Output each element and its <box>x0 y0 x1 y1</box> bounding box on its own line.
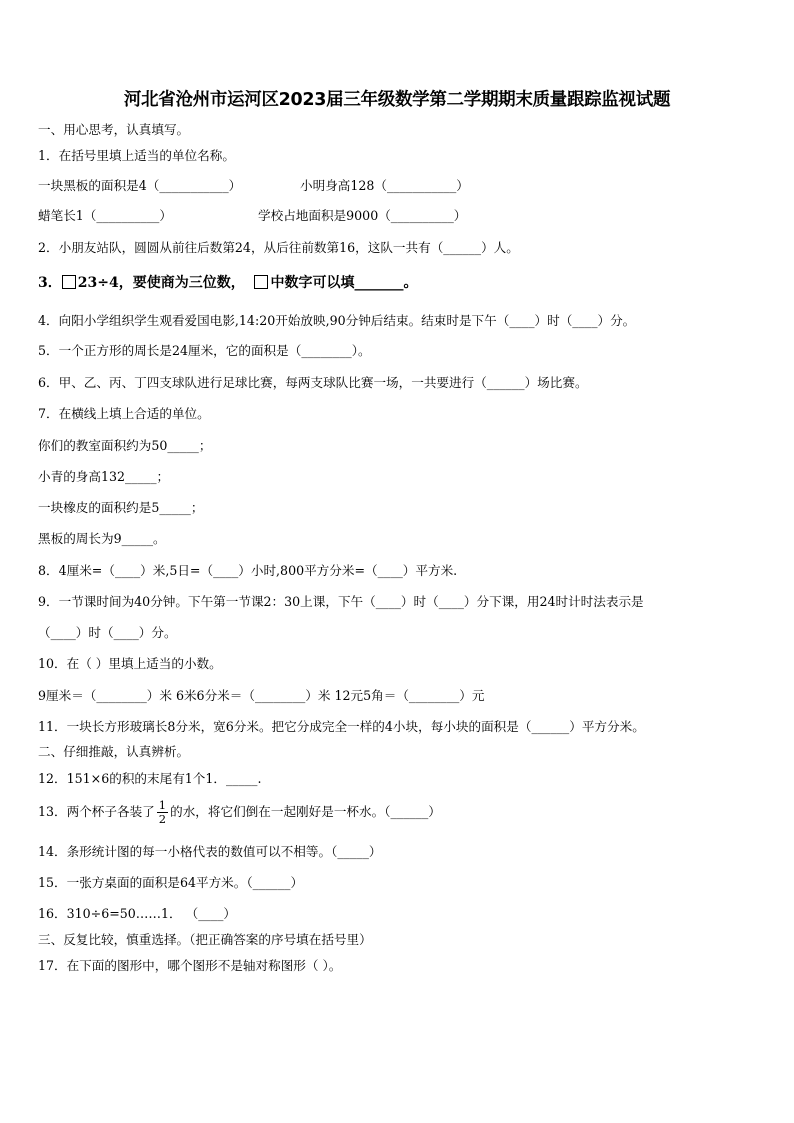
question-10a: 9厘米＝（________）米 6米6分米＝（________）米 12元5角＝（________）元 <box>38 688 485 703</box>
question-9a: 9．一节课时间为40分钟。下午第一节课2：30上课，下午（____）时（____）分下课，用24时计时法表示是 <box>38 594 644 609</box>
question-1a: 一块黑板的面积是4（___________） <box>38 178 242 193</box>
section-2-heading: 二、仔细推敲，认真辨析。 <box>38 744 190 759</box>
fraction-denominator: 2 <box>158 812 167 826</box>
question-3-number: 3． <box>38 275 62 291</box>
question-6: 6．甲、乙、丙、丁四支球队进行足球比赛，每两支球队比赛一场，一共要进行（______）场比赛。 <box>38 375 588 390</box>
question-1c: 蜡笔长1（__________） <box>38 208 172 223</box>
question-3-mid: 23÷4，要使商为三位数， <box>77 275 245 291</box>
page-title: 河北省沧州市运河区2023届三年级数学第二学期期末质量跟踪监视试题 <box>123 90 671 110</box>
question-11: 11．一块长方形玻璃长8分米，宽6分米。把它分成完全一样的4小块，每小块的面积是（______）平方分米。 <box>38 719 645 734</box>
question-3 <box>38 275 417 291</box>
question-2: 2．小朋友站队，圆圆从前往后数第24，从后往前数第16，这队一共有（______）人。 <box>38 240 519 255</box>
question-7: 7．在横线上填上合适的单位。 <box>38 406 210 421</box>
question-7d: 黑板的周长为9_____。 <box>38 531 166 546</box>
question-17: 17．在下面的图形中，哪个图形不是轴对称图形（ ）。 <box>38 958 342 973</box>
fraction-numerator: 1 <box>158 798 167 812</box>
question-13-post: 的水，将它们倒在一起刚好是一杯水。（______） <box>170 804 441 819</box>
question-14: 14．条形统计图的每一小格代表的数值可以不相等。（_____） <box>38 844 382 859</box>
blank-box-icon <box>62 275 76 289</box>
question-7b: 小青的身高132_____； <box>38 469 170 484</box>
question-10: 10．在（ ）里填上适当的小数。 <box>38 656 222 671</box>
question-16: 16．310÷6=50……1． （____） <box>38 906 236 921</box>
section-1-heading: 一、用心思考，认真填写。 <box>38 122 190 137</box>
question-1: 1．在括号里填上适当的单位名称。 <box>38 148 235 163</box>
question-15: 15．一张方桌面的面积是64平方米。（______） <box>38 875 304 890</box>
fraction-half <box>157 799 168 826</box>
question-13 <box>38 799 441 826</box>
question-7c: 一块橡皮的面积约是5_____； <box>38 500 204 515</box>
question-1b: 小明身高128（___________） <box>300 178 469 193</box>
blank-box-icon <box>254 275 268 289</box>
question-9b: （____）时（____）分。 <box>38 625 177 640</box>
question-5: 5．一个正方形的周长是24厘米，它的面积是（________）。 <box>38 343 371 358</box>
question-13-pre: 13．两个杯子各装了 <box>38 804 155 819</box>
question-1d: 学校占地面积是9000（__________） <box>258 208 467 223</box>
question-8: 8．4厘米=（____）米,5日=（____）小时,800平方分米=（____）平方米. <box>38 563 458 578</box>
question-4: 4．向阳小学组织学生观看爱国电影,14:20开始放映,90分钟后结束。结束时是下午（____）时（____）分。 <box>38 313 636 328</box>
question-3-suffix: 中数字可以填_______。 <box>270 275 418 291</box>
question-7a: 你们的教室面积约为50_____； <box>38 438 212 453</box>
question-12: 12．151×6的积的末尾有1个1．_____. <box>38 771 262 786</box>
section-3-heading: 三、反复比较，慎重选择。（把正确答案的序号填在括号里） <box>38 932 372 947</box>
